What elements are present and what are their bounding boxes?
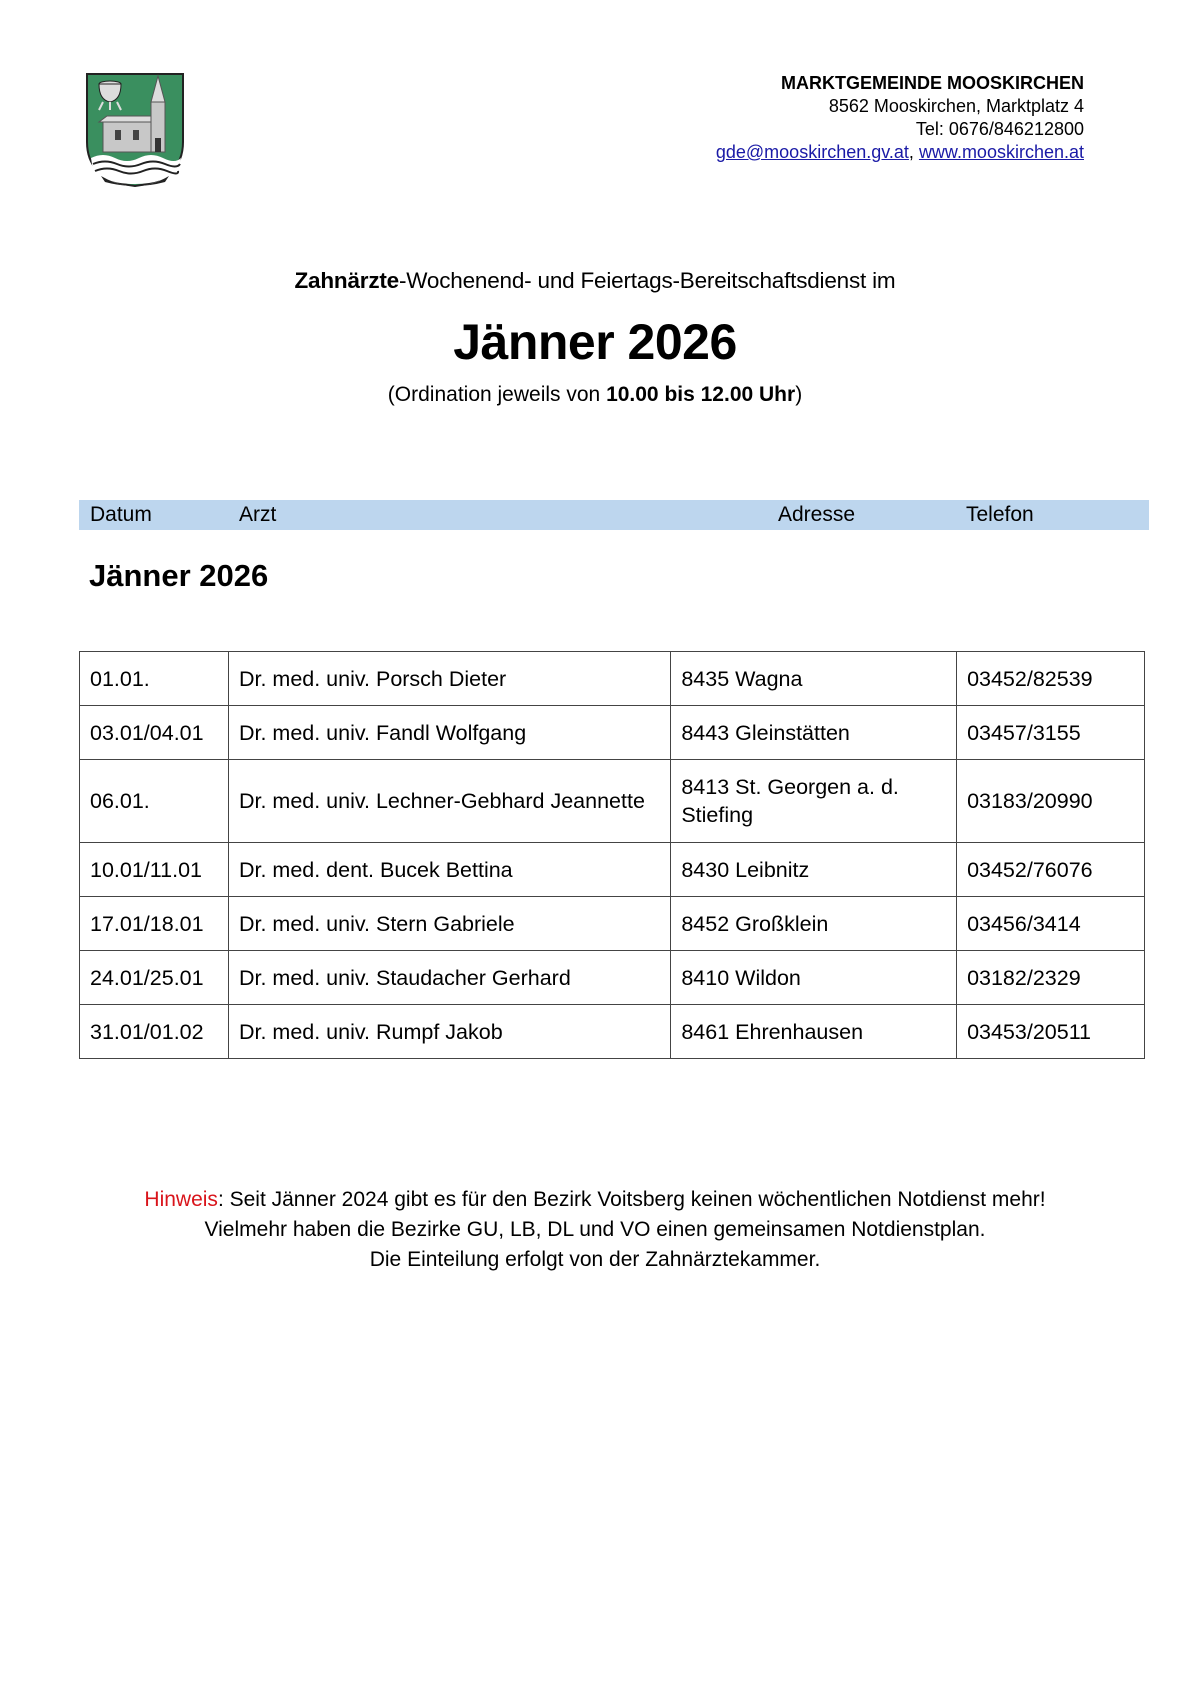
column-header-adresse: Adresse: [778, 503, 856, 526]
notice-block: [0, 1185, 1190, 1275]
notice-line-3: Die Einteilung erfolgt von der Zahnärztekammer.: [369, 1248, 821, 1271]
subtitle-rest: -Wochenend- und Feiertags-Bereitschaftsdienst im: [399, 268, 896, 293]
notice-label: Hinweis: [144, 1188, 218, 1211]
org-address: 8562 Mooskirchen, Marktplatz 4: [828, 96, 1084, 116]
cell-datum: 31.01/01.02: [80, 1005, 229, 1059]
cell-adresse: 8443 Gleinstätten: [671, 706, 957, 760]
notice-line-1: [0, 1185, 1190, 1215]
cell-arzt: Dr. med. univ. Stern Gabriele: [228, 897, 670, 951]
column-header-arzt: Arzt: [239, 503, 277, 526]
month-heading: Jänner 2026: [89, 558, 269, 593]
cell-adresse: 8430 Leibnitz: [671, 843, 957, 897]
column-header-telefon: Telefon: [966, 503, 1034, 526]
document-subtitle: [0, 268, 1190, 294]
document-title: Jänner 2026: [453, 314, 737, 370]
cell-adresse: 8413 St. Georgen a. d. Stiefing: [671, 760, 957, 843]
cell-telefon: 03456/3414: [957, 897, 1145, 951]
table-row: [80, 897, 1145, 951]
table-row: [80, 706, 1145, 760]
cell-datum: 01.01.: [80, 652, 229, 706]
notice-line-2: Vielmehr haben die Bezirke GU, LB, DL und VO einen gemeinsamen Notdienstplan.: [204, 1218, 986, 1241]
schedule-table: [79, 651, 1145, 1059]
notice-text-1: : Seit Jänner 2024 gibt es für den Bezirk Voitsberg keinen wöchentlichen Notdienst mehr!: [217, 1188, 1046, 1211]
column-header-bar: [79, 500, 1149, 530]
office-hours: [0, 383, 1190, 407]
table-row: [80, 843, 1145, 897]
cell-telefon: 03182/2329: [957, 951, 1145, 1005]
hours-suffix: ): [795, 383, 803, 406]
table-row: [80, 760, 1145, 843]
cell-adresse: 8410 Wildon: [671, 951, 957, 1005]
organization-header: [716, 72, 1084, 164]
cell-arzt: Dr. med. dent. Bucek Bettina: [228, 843, 670, 897]
cell-telefon: 03452/76076: [957, 843, 1145, 897]
cell-datum: 03.01/04.01: [80, 706, 229, 760]
org-contact-links: [716, 141, 1084, 164]
hours-bold: 10.00 bis 12.00 Uhr: [606, 383, 796, 406]
subtitle-bold: Zahnärzte: [294, 268, 399, 293]
cell-datum: 06.01.: [80, 760, 229, 843]
column-header-datum: Datum: [90, 503, 152, 526]
cell-arzt: Dr. med. univ. Staudacher Gerhard: [228, 951, 670, 1005]
org-name: MARKTGEMEINDE MOOSKIRCHEN: [780, 73, 1084, 93]
cell-adresse: 8452 Großklein: [671, 897, 957, 951]
cell-datum: 24.01/25.01: [80, 951, 229, 1005]
cell-datum: 10.01/11.01: [80, 843, 229, 897]
cell-adresse: 8461 Ehrenhausen: [671, 1005, 957, 1059]
email-link[interactable]: gde@mooskirchen.gv.at: [715, 142, 909, 162]
cell-arzt: Dr. med. univ. Porsch Dieter: [228, 652, 670, 706]
cell-arzt: Dr. med. univ. Rumpf Jakob: [228, 1005, 670, 1059]
cell-datum: 17.01/18.01: [80, 897, 229, 951]
link-separator: ,: [908, 142, 919, 162]
coat-of-arms-icon: [85, 72, 185, 188]
cell-telefon: 03457/3155: [957, 706, 1145, 760]
org-phone: Tel: 0676/846212800: [915, 119, 1084, 139]
hours-prefix: (Ordination jeweils von: [387, 383, 607, 406]
cell-arzt: Dr. med. univ. Lechner-Gebhard Jeannette: [228, 760, 670, 843]
website-link[interactable]: www.mooskirchen.at: [918, 142, 1084, 162]
cell-telefon: 03453/20511: [957, 1005, 1145, 1059]
cell-adresse: 8435 Wagna: [671, 652, 957, 706]
cell-telefon: 03183/20990: [957, 760, 1145, 843]
table-row: [80, 652, 1145, 706]
table-row: [80, 951, 1145, 1005]
cell-arzt: Dr. med. univ. Fandl Wolfgang: [228, 706, 670, 760]
cell-telefon: 03452/82539: [957, 652, 1145, 706]
table-row: [80, 1005, 1145, 1059]
